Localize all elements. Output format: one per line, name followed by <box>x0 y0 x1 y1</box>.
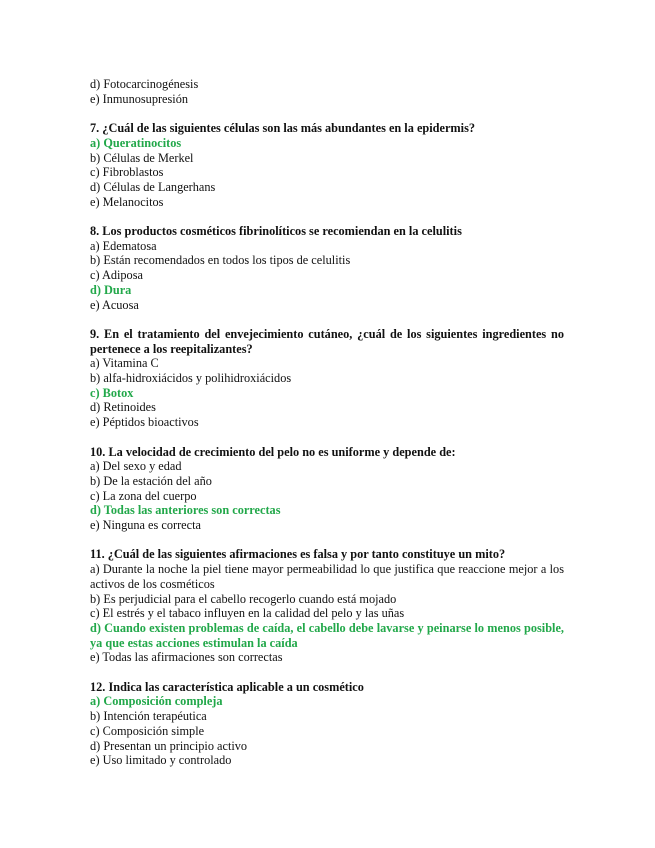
question-title: 10. La velocidad de crecimiento del pelo no es uniforme y depende de: <box>90 444 456 459</box>
question-title: 7. ¿Cuál de las siguientes células son las más abundantes en la epidermis? <box>90 121 476 136</box>
option-c: c) El estrés y el tabaco influyen en la calidad del pelo y las uñas <box>90 606 405 621</box>
option-b: b) Intención terapéutica <box>90 709 207 724</box>
question-title: 11. ¿Cuál de las siguientes afirmaciones es falsa y por tanto constituye un mito? <box>90 547 506 562</box>
option-a: a) Vitamina C <box>90 356 159 371</box>
option-a: a) Durante la noche la piel tiene mayor permeabilidad lo que justifica que reaccione mejor a los activos de los cosméticos <box>90 562 564 591</box>
question-10 <box>90 445 564 533</box>
question-7 <box>90 121 564 209</box>
question-11 <box>90 547 564 665</box>
option-b: b) De la estación del año <box>90 473 212 488</box>
question-8 <box>90 224 564 312</box>
option-d: d) Presentan un principio activo <box>90 738 248 753</box>
question-title: 12. Indica las característica aplicable a un cosmético <box>90 679 364 694</box>
option-a-correct: a) Composición compleja <box>90 694 223 709</box>
question-title: 9. En el tratamiento del envejecimiento cutáneo, ¿cuál de los siguientes ingredientes no pertenece a los reepitalizantes? <box>90 326 564 356</box>
option-e: e) Uso limitado y controlado <box>90 753 232 768</box>
option-e: e) Melanocitos <box>90 194 164 209</box>
option-d: d) Retinoides <box>90 400 156 415</box>
option-e: e) Acuosa <box>90 297 139 312</box>
option-d-correct: d) Cuando existen problemas de caída, el cabello debe lavarse y peinarse lo menos posible, ya que estas acciones estimulan la caída <box>90 620 564 650</box>
question-9 <box>90 327 564 430</box>
option-c: c) La zona del cuerpo <box>90 488 197 503</box>
option-d: d) Fotocarcinogénesis <box>90 77 199 91</box>
option-c: c) Fibroblastos <box>90 165 164 180</box>
option-c: c) Adiposa <box>90 268 143 283</box>
option-e: e) Inmunosupresión <box>90 91 189 106</box>
option-b: b) alfa-hidroxiácidos y polihidroxiácidos <box>90 371 292 386</box>
option-b: b) Es perjudicial para el cabello recogerlo cuando está mojado <box>90 591 397 606</box>
question-12 <box>90 680 564 768</box>
option-a: a) Edematosa <box>90 238 157 253</box>
option-b: b) Están recomendados en todos los tipos de celulitis <box>90 253 351 268</box>
option-c-correct: c) Botox <box>90 385 134 400</box>
document-page <box>90 77 564 768</box>
option-a: a) Del sexo y edad <box>90 459 182 474</box>
option-a-correct: a) Queratinocitos <box>90 135 182 150</box>
option-e: e) Ninguna es correcta <box>90 518 201 533</box>
option-d-correct: d) Todas las anteriores son correctas <box>90 503 281 518</box>
option-d-correct: d) Dura <box>90 282 132 297</box>
option-e: e) Péptidos bioactivos <box>90 415 199 430</box>
question-title: 8. Los productos cosméticos fibrinolíticos se recomiendan en la celulitis <box>90 224 462 238</box>
option-c: c) Composición simple <box>90 723 205 738</box>
option-e: e) Todas las afirmaciones son correctas <box>90 650 283 665</box>
option-b: b) Células de Merkel <box>90 150 194 165</box>
option-d: d) Células de Langerhans <box>90 179 216 194</box>
